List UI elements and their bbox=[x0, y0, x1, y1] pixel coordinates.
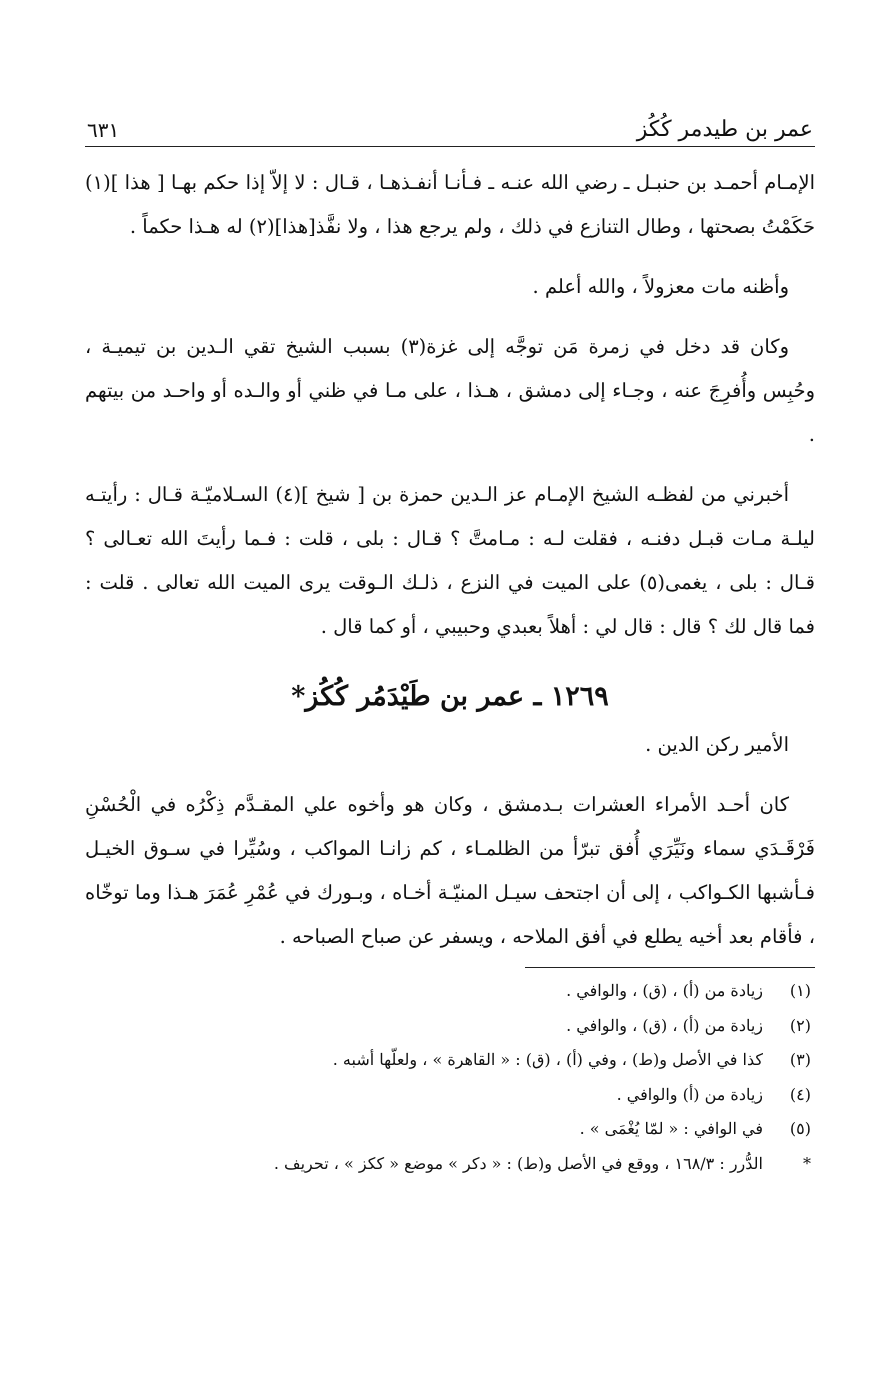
footnote-text: زيادة من (أ) ، (ق) ، والوافي . bbox=[566, 981, 763, 1000]
footnote-text: زيادة من (أ) ، (ق) ، والوافي . bbox=[566, 1015, 763, 1035]
paragraph-2: وأظنه مات معزولاً ، والله أعلم . bbox=[532, 275, 789, 298]
footnote-text: الدُّرر : ١٦٨/٣ ، ووقع في الأصل و(ط) : « دكر » موضع « ككز » ، تحريف . bbox=[273, 1153, 763, 1173]
footnote-marker: (٢) bbox=[789, 1015, 811, 1035]
footnote-marker: (١) bbox=[789, 981, 811, 1000]
footnote-4 bbox=[85, 1078, 815, 1113]
footnote-source bbox=[85, 1147, 815, 1182]
footnote-divider bbox=[525, 967, 815, 968]
paragraph-3: وكان قد دخل في زمرة مَن توجَّه إلى غزة(٣) بسبب الشيخ تقي الـدين بن تيميـة ، وحُبِس وأُفرِجَ عنه ، وجـاء إلى دمشق ، هـذا ، على مـا في ظني أو والـده أو واحـد من بيتهم . bbox=[85, 335, 815, 446]
footnote-3 bbox=[85, 1043, 815, 1078]
entry-heading: ١٢٦٩ ـ عمر بن طَيْدَمُر كُكُز* bbox=[291, 681, 609, 712]
footnote-5 bbox=[85, 1112, 815, 1147]
footnote-marker: (٥) bbox=[789, 1119, 811, 1138]
running-header bbox=[85, 100, 815, 147]
footnotes bbox=[85, 974, 815, 1181]
footnote-marker: * bbox=[803, 1153, 811, 1173]
footnote-1 bbox=[85, 974, 815, 1009]
footnote-text: زيادة من (أ) والوافي . bbox=[616, 1084, 763, 1104]
footnote-text: كذا في الأصل و(ط) ، وفي (أ) ، (ق) : « القاهرة » ، ولعلّها أشبه . bbox=[332, 1050, 763, 1069]
entry-body: كان أحـد الأمراء العشرات بـدمشق ، وكان هو وأخوه علي المقـدَّم ذِكْرُه في الْحُسْنِ فَرْقَـدَي سماء ونَيِّرَي أُفق تبرّأ من الظلمـاء ، كم زانـا المواكب ، وسُيِّرا في سـوق الخيـل فـأشبها الكـواكب ، إلى أن اجتحف سيـل المنيّـة أخـاه ، وبـورك في عُمْرِ عُمَرَ هـذا وما توخّاه ، فأقام بعد أخيه يطلع في أفق الملاحه ، ويسفر عن صباح الصباحه . bbox=[85, 793, 815, 948]
running-title: عمر بن طيدمر كُكُز bbox=[636, 117, 813, 142]
footnote-marker: (٣) bbox=[789, 1050, 811, 1069]
paragraph-1: الإمـام أحمـد بن حنبـل ـ رضي الله عنـه ـ فـأنـا أنفـذهـا ، قـال : لا إلاّ إذا حكم بهـا [ هذا ](١) حَكَمْتُ بصحتها ، وطال التنازع في ذلك ، ولم يرجع هذا ، ولا نفَّذ[هذا](٢) له هـذا حكماً . bbox=[85, 171, 815, 238]
footnote-2 bbox=[85, 1009, 815, 1044]
page-number: ٦٣١ bbox=[87, 118, 120, 142]
paragraph-4: أخبرني من لفظـه الشيخ الإمـام عز الـدين حمزة بن [ شيخ ](٤) السـلاميّـة قـال : رأيتـه ليلـة مـات قبـل دفنـه ، فقلت لـه : مـامتَّ ؟ قـال : بلى ، قلت : فـما رأيتَ الله تعـالى ؟ قـال : بلى ، يغمى(٥) على الميت في النزع ، ذلـك الـوقت يرى الميت الله تعالى . قلت : فما قال لك ؟ قال : قال لي : أهلاً بعبدي وحبيبي ، أو كما قال . bbox=[85, 483, 816, 638]
footnote-marker: (٤) bbox=[789, 1084, 811, 1104]
footnote-text: في الوافي : « لمّا يُغْمَى » . bbox=[579, 1119, 763, 1138]
book-page bbox=[85, 100, 815, 1181]
entry-subtitle: الأمير ركن الدين . bbox=[645, 733, 789, 756]
